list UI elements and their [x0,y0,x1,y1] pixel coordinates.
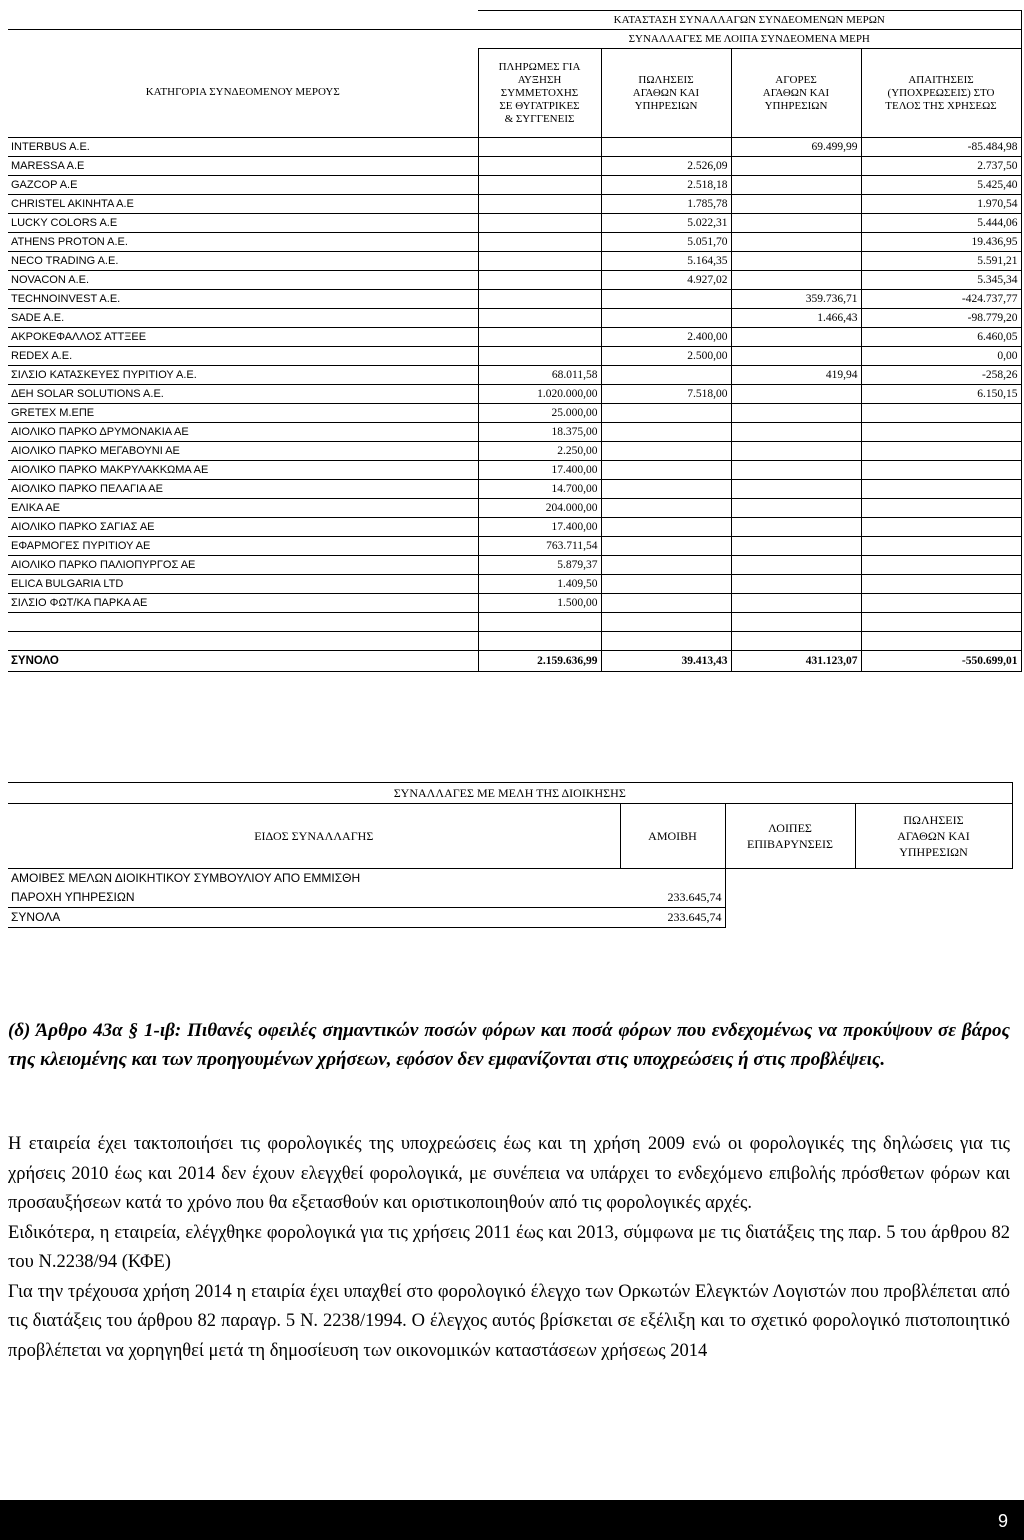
cell-payments: 17.400,00 [478,461,601,480]
cell-sales: 1.785,78 [601,195,731,214]
cell-sales: 5.164,35 [601,252,731,271]
cell-payments [478,195,601,214]
section-heading: (δ) Άρθρο 43α § 1-ιβ: Πιθανές οφειλές σημαντικών ποσών φόρων και ποσά φόρων που ενδεχομένως να προκύψουν σε βάρος της κλειομένης και των προηγουμένων χρήσεων, εφόσον δεν εμφανίζονται στις υποχρεώσεις ή στις προβλέψεις. [8,1020,1010,1070]
cell-name: ΕΦΑΡΜΟΓΕΣ ΠΥΡΙΤΙΟΥ ΑΕ [8,537,478,556]
header-type: ΕΙΔΟΣ ΣΥΝΑΛΛΑΓΗΣ [8,804,620,869]
cell-payments [478,252,601,271]
cell-purchases [731,271,861,290]
paragraph: Ειδικότερα, η εταιρεία, ελέγχθηκε φορολογικά για τις χρήσεις 2011 έως και 2013, σύμφωνα με τις διατάξεις της παρ. 5 του άρθρου 82 του Ν.2238/94 (ΚΦΕ) [8,1222,1010,1272]
management-transactions-table [8,782,1013,928]
cell-name: ΣΙΛΣΙΟ ΦΩΤ/ΚΑ ΠΑΡΚΑ ΑΕ [8,594,478,613]
table-row [8,385,1021,404]
table-row [8,138,1021,157]
cell-receivables: -258,26 [861,366,1021,385]
cell-payments [478,309,601,328]
table2-title: ΣΥΝΑΛΛΑΓΕΣ ΜΕ ΜΕΛΗ ΤΗΣ ΔΙΟΙΚΗΣΗΣ [8,783,1012,804]
cell-receivables: -85.484,98 [861,138,1021,157]
table-row [8,518,1021,537]
table-row [8,537,1021,556]
cell-payments [478,138,601,157]
cell-payments [478,157,601,176]
cell-sales [601,499,731,518]
cell-sales [601,366,731,385]
cell-name: GRETEX M.ΕΠΕ [8,404,478,423]
cell-payments: 14.700,00 [478,480,601,499]
cell-name: ATHENS PROTON A.E. [8,233,478,252]
cell-purchases: 1.466,43 [731,309,861,328]
cell-name: ΣΙΛΣΙΟ ΚΑΤΑΣΚΕΥΕΣ ΠΥΡΙΤΙΟΥ Α.Ε. [8,366,478,385]
cell-payments [478,176,601,195]
cell-payments [478,290,601,309]
cell-purchases [731,594,861,613]
cell-purchases [731,195,861,214]
cell-receivables [861,480,1021,499]
cell-name: NECO TRADING A.E. [8,252,478,271]
cell-sales [601,442,731,461]
total-row [8,651,1021,672]
cell-name: ΑΙΟΛΙΚΟ ΠΑΡΚΟ ΜΕΓΑΒΟΥΝΙ ΑΕ [8,442,478,461]
cell-payments: 1.020.000,00 [478,385,601,404]
cell-payments [478,328,601,347]
cell-name: SADE A.E. [8,309,478,328]
cell-receivables: 5.425,40 [861,176,1021,195]
cell-receivables: 5.591,21 [861,252,1021,271]
paragraph: Για την τρέχουσα χρήση 2014 η εταιρία έχει υπαχθεί στο φορολογικό έλεγχο των Ορκωτών Ελεγκτών Λογιστών που προβλέπεται από τις διατάξεις του άρθρου 82 παραγρ. 5 Ν. 2238/1994. Ο έλεγχος αυτός βρίσκεται σε εξέλιξη και το σχετικό φορολογικό πιστοποιητικό προβλέπεται να χορηγηθεί μετά τη δημοσίευση των οικονομικών καταστάσεων χρήσεως 2014 [8,1281,1010,1361]
cell-name: LUCKY COLORS A.E [8,214,478,233]
cell-payments [478,271,601,290]
cell-purchases [731,233,861,252]
cell-receivables: 5.345,34 [861,271,1021,290]
total-receivables: -550.699,01 [861,651,1021,672]
cell-receivables [861,575,1021,594]
cell-sales [601,556,731,575]
cell-purchases [731,480,861,499]
cell-sales: 2.400,00 [601,328,731,347]
table-title-1: ΚΑΤΑΣΤΑΣΗ ΣΥΝΑΛΛΑΓΩΝ ΣΥΝΔΕΟΜΕΝΩΝ ΜΕΡΩΝ [478,11,1021,30]
table-row [8,480,1021,499]
cell-name: ΔΕΗ SOLAR SOLUTIONS A.E. [8,385,478,404]
cell-purchases: 419,94 [731,366,861,385]
table-row [8,404,1021,423]
table-row [8,309,1021,328]
table-title-row-1 [8,11,1021,30]
table2-row-line2: ΠΑΡΟΧΗ ΥΠΗΡΕΣΙΩΝ 233.645,74 [8,888,1012,908]
cell-payments: 25.000,00 [478,404,601,423]
table-row [8,347,1021,366]
table-row [8,366,1021,385]
table-row [8,157,1021,176]
cell-name: NOVACON A.E. [8,271,478,290]
cell-purchases [731,176,861,195]
cell-name: CHRISTEL AKINHTA A.E [8,195,478,214]
cell-name: ΑΙΟΛΙΚΟ ΠΑΡΚΟ ΔΡΥΜΟΝΑΚΙΑ ΑΕ [8,423,478,442]
cell-sales [601,518,731,537]
cell-payments: 68.011,58 [478,366,601,385]
cell-payments [478,214,601,233]
header-category: ΚΑΤΗΓΟΡΙΑ ΣΥΝΔΕΟΜΕΝΟΥ ΜΕΡΟΥΣ [8,49,478,138]
cell-purchases [731,423,861,442]
table-title-row-2 [8,30,1021,49]
table-row [8,252,1021,271]
cell-purchases [731,556,861,575]
table-row [8,233,1021,252]
header-payments: ΠΛΗΡΩΜΕΣ ΓΙΑ ΑΥΞΗΣΗ ΣΥΜΜΕΤΟΧΗΣ ΣΕ ΘΥΓΑΤΡΙΚΕΣ & ΣΥΓΓΕΝΕΙΣ [478,49,601,138]
cell-purchases [731,461,861,480]
blank-row [8,632,1021,651]
table-row [8,461,1021,480]
cell-purchases [731,328,861,347]
total-payments: 2.159.636,99 [478,651,601,672]
table-row [8,176,1021,195]
table-row [8,290,1021,309]
cell-purchases [731,347,861,366]
header-receivables: ΑΠΑΙΤΗΣΕΙΣ (ΥΠΟΧΡΕΩΣΕΙΣ) ΣΤΟ ΤΕΛΟΣ ΤΗΣ ΧΡΗΣΕΩΣ [861,49,1021,138]
table-row [8,195,1021,214]
cell-name: ΑΙΟΛΙΚΟ ΠΑΡΚΟ ΠΑΛΙΟΠΥΡΓΟΣ ΑΕ [8,556,478,575]
cell-payments [478,347,601,366]
cell-receivables: 6.460,05 [861,328,1021,347]
cell-purchases: 69.499,99 [731,138,861,157]
cell-purchases [731,385,861,404]
cell-name: REDEX A.E. [8,347,478,366]
total-sales: 39.413,43 [601,651,731,672]
cell-payments: 17.400,00 [478,518,601,537]
cell-receivables: 6.150,15 [861,385,1021,404]
cell-sales [601,594,731,613]
table-row [8,423,1021,442]
cell-name: ΑΙΟΛΙΚΟ ΠΑΡΚΟ ΜΑΚΡΥΛΑΚΚΩΜΑ ΑΕ [8,461,478,480]
cell-sales: 5.051,70 [601,233,731,252]
total-fee: 233.645,74 [620,908,725,928]
cell-payments: 763.711,54 [478,537,601,556]
cell-payments: 1.500,00 [478,594,601,613]
cell-name: ΑΙΟΛΙΚΟ ΠΑΡΚΟ ΣΑΓΙΑΣ ΑΕ [8,518,478,537]
cell-receivables [861,442,1021,461]
table-row [8,499,1021,518]
cell-receivables [861,461,1021,480]
table-title-2: ΣΥΝΑΛΛΑΓΕΣ ΜΕ ΛΟΙΠΑ ΣΥΝΔΕΟΜΕΝΑ ΜΕΡΗ [478,30,1021,49]
cell-sales [601,480,731,499]
cell-payments: 204.000,00 [478,499,601,518]
cell-sales [601,138,731,157]
cell-sales: 2.518,18 [601,176,731,195]
header-other: ΛΟΙΠΕΣ ΕΠΙΒΑΡΥΝΣΕΙΣ [725,804,855,869]
table-row [8,214,1021,233]
cell-name: ELICA BULGARIA LTD [8,575,478,594]
cell-sales: 5.022,31 [601,214,731,233]
page-footer-bar [0,1500,1024,1540]
cell-name: ΕΛΙΚΑ ΑΕ [8,499,478,518]
cell-payments: 2.250,00 [478,442,601,461]
cell-purchases [731,252,861,271]
cell-purchases [731,157,861,176]
header-fee: ΑΜΟΙΒΗ [620,804,725,869]
cell-purchases [731,499,861,518]
cell-purchases [731,537,861,556]
cell-sales [601,290,731,309]
cell-payments: 5.879,37 [478,556,601,575]
cell-sales [601,575,731,594]
cell-sales [601,537,731,556]
table-row [8,594,1021,613]
cell-name: TECHNOINVEST A.E. [8,290,478,309]
header-sales2: ΠΩΛΗΣΕΙΣ ΑΓΑΘΩΝ ΚΑΙ ΥΠΗΡΕΣΙΩΝ [855,804,1012,869]
cell-sales: 7.518,00 [601,385,731,404]
cell-name: ΑΚΡΟΚΕΦΑΛΛΟΣ ΑΤΤΞΕΕ [8,328,478,347]
cell-name: INTERBUS A.E. [8,138,478,157]
cell-payments: 1.409,50 [478,575,601,594]
cell-sales [601,404,731,423]
related-parties-table [8,10,1022,672]
table-row [8,556,1021,575]
cell-receivables: -424.737,77 [861,290,1021,309]
cell-purchases [731,518,861,537]
row-fee: 233.645,74 [620,888,725,908]
blank-row [8,613,1021,632]
cell-name: GAZCOP A.E [8,176,478,195]
table2-title-row [8,783,1012,804]
total-label: ΣΥΝΟΛΟ [8,651,478,672]
cell-sales: 2.526,09 [601,157,731,176]
cell-receivables: -98.779,20 [861,309,1021,328]
cell-payments: 18.375,00 [478,423,601,442]
table-row [8,575,1021,594]
cell-sales: 2.500,00 [601,347,731,366]
cell-purchases [731,442,861,461]
cell-purchases: 359.736,71 [731,290,861,309]
cell-receivables: 5.444,06 [861,214,1021,233]
table-row [8,442,1021,461]
cell-purchases [731,575,861,594]
table2-header-row [8,804,1012,869]
cell-sales [601,423,731,442]
cell-receivables [861,537,1021,556]
column-header-row [8,49,1021,138]
cell-sales [601,461,731,480]
table-row [8,328,1021,347]
total-purchases: 431.123,07 [731,651,861,672]
cell-payments [478,233,601,252]
cell-receivables: 0,00 [861,347,1021,366]
paragraph: Η εταιρεία έχει τακτοποιήσει τις φορολογικές της υποχρεώσεις έως και τη χρήση 2009 ενώ οι φορολογικές της δηλώσεις για τις χρήσεις 2010 έως και 2014 δεν έχουν ελεγχθεί φορολογικά, με συνέπεια να υπάρχει το ενδεχόμενο επιβολής πρόσθετων φόρων και προσαυξήσεων κατά το χρόνο που θα εξετασθούν και οριστικοποιηθούν από τις φορολογικές αρχές. [8,1134,1010,1213]
cell-receivables [861,499,1021,518]
cell-receivables [861,404,1021,423]
cell-receivables: 19.436,95 [861,233,1021,252]
table2-total-row: ΣΥΝΟΛΑ 233.645,74 [8,908,1012,928]
cell-receivables: 2.737,50 [861,157,1021,176]
cell-sales: 4.927,02 [601,271,731,290]
cell-receivables [861,423,1021,442]
cell-receivables: 1.970,54 [861,195,1021,214]
cell-name: ΑΙΟΛΙΚΟ ΠΑΡΚΟ ΠΕΛΑΓΙΑ ΑΕ [8,480,478,499]
header-purchases: ΑΓΟΡΕΣ ΑΓΑΘΩΝ ΚΑΙ ΥΠΗΡΕΣΙΩΝ [731,49,861,138]
cell-purchases [731,404,861,423]
page-number: 9 [997,1511,1008,1531]
cell-receivables [861,518,1021,537]
cell-receivables [861,594,1021,613]
cell-purchases [731,214,861,233]
cell-receivables [861,556,1021,575]
table-row [8,271,1021,290]
table2-row-line1: ΑΜΟΙΒΕΣ ΜΕΛΩΝ ΔΙΟΙΚΗΤΙΚΟΥ ΣΥΜΒΟΥΛΙΟΥ ΑΠΟ ΕΜΜΙΣΘΗ [8,869,1012,889]
header-sales: ΠΩΛΗΣΕΙΣ ΑΓΑΘΩΝ ΚΑΙ ΥΠΗΡΕΣΙΩΝ [601,49,731,138]
body-text [8,1130,1010,1366]
cell-sales [601,309,731,328]
cell-name: MARESSA A.E [8,157,478,176]
